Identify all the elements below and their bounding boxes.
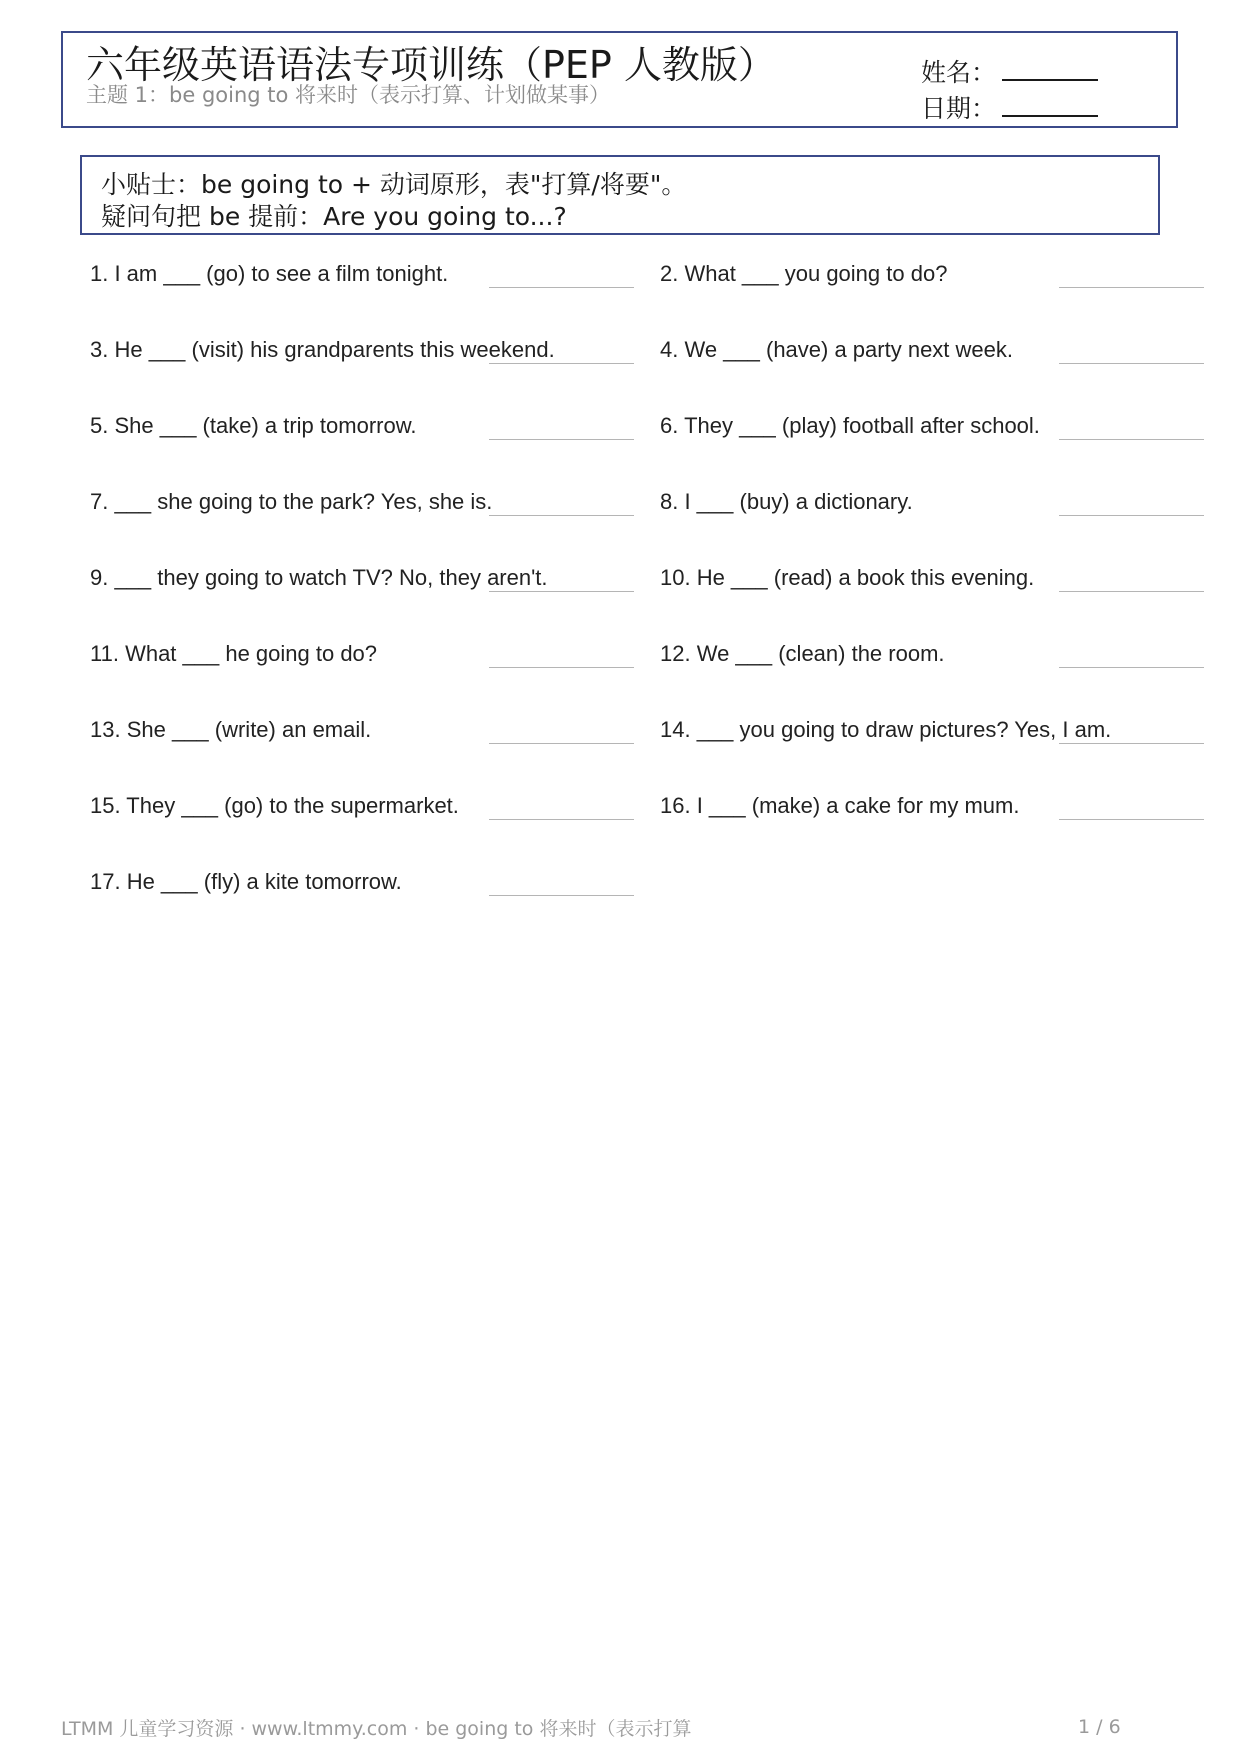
- question-17: [90, 864, 650, 900]
- worksheet-header: [61, 31, 1178, 128]
- name-blank[interactable]: [1002, 57, 1098, 81]
- question-text: 17. He ___ (fly) a kite tomorrow.: [90, 869, 402, 894]
- question-7: [90, 484, 650, 520]
- question-5: [90, 408, 650, 444]
- question-text: 12. We ___ (clean) the room.: [660, 641, 945, 666]
- question-text: 14. ___ you going to draw pictures? Yes, I am.: [660, 717, 1112, 742]
- question-text: 1. I am ___ (go) to see a film tonight.: [90, 261, 449, 286]
- question-text: 3. He ___ (visit) his grandparents this weekend.: [90, 337, 555, 362]
- date-label: 日期：: [921, 94, 997, 123]
- answer-line[interactable]: [1059, 819, 1204, 820]
- question-text: 7. ___ she going to the park? Yes, she is.: [90, 489, 493, 514]
- question-4: [660, 332, 1220, 368]
- name-field: [921, 57, 1098, 88]
- answer-line[interactable]: [1059, 363, 1204, 364]
- question-3: [90, 332, 650, 368]
- question-text: 4. We ___ (have) a party next week.: [660, 337, 1013, 362]
- question-11: [90, 636, 650, 672]
- question-text: 11. What ___ he going to do?: [90, 641, 378, 666]
- answer-line[interactable]: [1059, 591, 1204, 592]
- tip-box: [80, 155, 1160, 235]
- question-14: [660, 712, 1220, 748]
- question-text: 2. What ___ you going to do?: [660, 261, 948, 286]
- question-12: [660, 636, 1220, 672]
- question-10: [660, 560, 1220, 596]
- question-1: [90, 256, 650, 292]
- question-text: 13. She ___ (write) an email.: [90, 717, 372, 742]
- answer-line[interactable]: [1059, 287, 1204, 288]
- tip-line-1: 小贴士：be going to + 动词原形，表"打算/将要"。: [101, 170, 687, 199]
- question-6: [660, 408, 1220, 444]
- question-9: [90, 560, 650, 596]
- question-8: [660, 484, 1220, 520]
- question-16: [660, 788, 1220, 824]
- question-text: 10. He ___ (read) a book this evening.: [660, 565, 1035, 590]
- answer-line[interactable]: [1059, 667, 1204, 668]
- question-text: 15. They ___ (go) to the supermarket.: [90, 793, 459, 818]
- answer-line[interactable]: [1059, 515, 1204, 516]
- answer-line[interactable]: [489, 363, 634, 364]
- answer-line[interactable]: [489, 819, 634, 820]
- answer-line[interactable]: [489, 591, 634, 592]
- question-13: [90, 712, 650, 748]
- question-text: 16. I ___ (make) a cake for my mum.: [660, 793, 1020, 818]
- question-15: [90, 788, 650, 824]
- page-title: 六年级英语语法专项训练（PEP 人教版）: [86, 43, 776, 87]
- question-text: 8. I ___ (buy) a dictionary.: [660, 489, 913, 514]
- name-label: 姓名：: [921, 58, 997, 87]
- answer-line[interactable]: [489, 439, 634, 440]
- answer-line[interactable]: [1059, 743, 1204, 744]
- question-2: [660, 256, 1220, 292]
- answer-line[interactable]: [489, 667, 634, 668]
- date-blank[interactable]: [1002, 93, 1098, 117]
- question-text: 6. They ___ (play) football after school.: [660, 413, 1040, 438]
- topic-subtitle: 主题 1：be going to 将来时（表示打算、计划做某事）: [86, 83, 611, 107]
- answer-line[interactable]: [1059, 439, 1204, 440]
- answer-line[interactable]: [489, 895, 634, 896]
- answer-line[interactable]: [489, 743, 634, 744]
- question-text: 5. She ___ (take) a trip tomorrow.: [90, 413, 417, 438]
- answer-line[interactable]: [489, 515, 634, 516]
- question-text: 9. ___ they going to watch TV? No, they aren't.: [90, 565, 548, 590]
- date-field: [921, 93, 1098, 124]
- answer-line[interactable]: [489, 287, 634, 288]
- footer-source: LTMM 儿童学习资源 · www.ltmmy.com · be going to 将来时（表示打算: [61, 1718, 692, 1740]
- tip-line-2: 疑问句把 be 提前：Are you going to...?: [101, 202, 567, 231]
- page-number: 1 / 6: [1078, 1716, 1121, 1738]
